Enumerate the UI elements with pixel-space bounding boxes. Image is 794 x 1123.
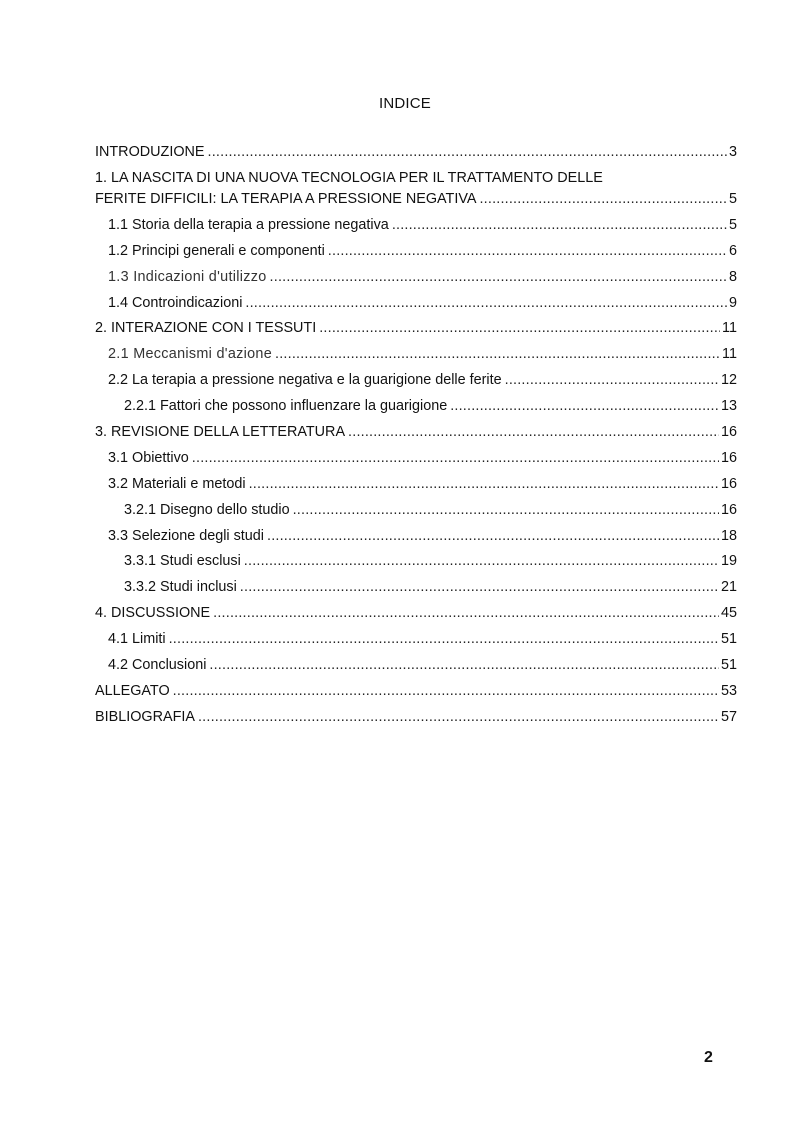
toc-entry-chapter-1[interactable] [95,169,737,210]
toc-entry-text: INTRODUZIONE [95,144,205,160]
toc-entry-text: 2.2 La terapia a pressione negativa e la guarigione delle ferite [108,372,502,389]
toc-entry-text: 3.3.1 Studi esclusi [124,553,241,570]
toc-entry-text: 3.3.2 Studi inclusi [124,579,237,596]
toc-entry-3-1[interactable] [95,446,737,472]
toc-leader-dots [450,394,719,420]
toc-leader-dots [240,575,719,601]
toc-leader-dots [479,188,727,210]
toc-entry-page: 13 [720,398,737,415]
toc-entry-page: 16 [720,475,737,492]
toc-entry-text: 1.2 Principi generali e componenti [108,242,325,259]
toc-entry-page: 3 [728,144,737,160]
toc-leader-dots [275,342,720,368]
toc-entry-page: 11 [722,346,737,363]
toc-entry-4-1[interactable] [95,627,737,653]
toc-leader-dots [270,265,727,291]
toc-entry-page: 21 [720,579,737,596]
toc-entry-page: 5 [728,190,737,207]
page-number: 2 [704,1049,713,1066]
toc-leader-dots [319,316,720,342]
toc-entry-text-line2: FERITE DIFFICILI: LA TERAPIA A PRESSIONE NEGATIVA [95,190,477,207]
toc-entry-text: 4.2 Conclusioni [108,657,207,674]
toc-entry-text: 1.1 Storia della terapia a pressione negativa [108,216,389,233]
toc-entry-text: ALLEGATO [95,682,170,699]
toc-entry-1-2[interactable] [95,239,737,265]
toc-entry-3-2[interactable] [95,472,737,498]
toc-entry-2-2[interactable] [95,368,737,394]
toc-entry-2-2-1[interactable] [95,394,737,420]
toc-entry-text: 3.2.1 Disegno dello studio [124,501,290,518]
toc-entry-page: 51 [720,657,737,674]
toc-entry-page: 18 [720,527,737,544]
toc-entry-text: 1.4 Controindicazioni [108,294,243,311]
toc-leader-dots [348,420,719,446]
toc-entry-2-1[interactable] [95,342,737,368]
toc-entry-text: 4. DISCUSSIONE [95,605,211,622]
toc-entry-page: 19 [720,553,737,570]
toc-entry-page: 5 [728,216,737,233]
toc-leader-dots [209,653,719,679]
toc-leader-dots [245,291,727,317]
toc-entry-1-3[interactable] [95,265,737,291]
toc-entry-page: 53 [720,682,737,699]
toc-entry-chapter-4[interactable] [95,601,737,627]
toc-entry-introduzione[interactable] [95,140,737,166]
toc-leader-dots [192,446,719,472]
toc-entry-page: 45 [720,605,737,622]
toc-entry-page: 12 [720,372,737,389]
toc-entry-1-4[interactable] [95,291,737,317]
toc-leader-dots [267,524,719,550]
toc-entry-allegato[interactable] [95,679,737,705]
toc-entry-3-2-1[interactable] [95,498,737,524]
toc-entry-text-line1: 1. LA NASCITA DI UNA NUOVA TECNOLOGIA PER IL TRATTAMENTO DELLE [95,169,603,186]
toc-leader-dots [328,239,727,265]
toc-entry-3-3[interactable] [95,524,737,550]
toc-leader-dots [249,472,719,498]
toc-entry-page: 57 [720,708,737,725]
toc-entry-1-1[interactable] [95,213,737,239]
toc-entry-page: 11 [722,320,737,337]
toc-leader-dots [198,705,719,731]
toc-entry-text: 2.1 Meccanismi d'azione [108,346,273,363]
toc-leader-dots [173,679,719,705]
toc-leader-dots [169,627,719,653]
toc-leader-dots [213,601,719,627]
toc-entry-page: 6 [728,242,737,259]
toc-entry-text: 4.1 Limiti [108,631,166,648]
toc-entry-text: 3.2 Materiali e metodi [108,475,246,492]
toc-entry-text: BIBLIOGRAFIA [95,708,195,725]
toc-entry-text: 3.1 Obiettivo [108,449,189,466]
toc-entry-chapter-2[interactable] [95,316,737,342]
toc-entry-page: 8 [728,268,737,285]
toc-entry-page: 16 [720,501,737,518]
toc-entry-bibliografia[interactable] [95,705,737,731]
toc-entry-text: 3. REVISIONE DELLA LETTERATURA [95,424,346,441]
toc-leader-dots [293,498,719,524]
toc-leader-dots [244,549,719,575]
toc-entry-3-3-2[interactable] [95,575,737,601]
table-of-contents [95,140,737,731]
toc-entry-text: 3.3 Selezione degli studi [108,527,265,544]
toc-entry-page: 16 [720,449,737,466]
toc-entry-page: 51 [720,631,737,648]
toc-entry-text: 2.2.1 Fattori che possono influenzare la guarigione [124,398,448,415]
toc-entry-text: 1.3 Indicazioni d'utilizzo [108,268,267,285]
toc-leader-dots [505,368,719,394]
toc-entry-3-3-1[interactable] [95,549,737,575]
toc-entry-chapter-3[interactable] [95,420,737,446]
toc-leader-dots [392,213,727,239]
page-title: INDICE [378,95,432,112]
toc-entry-text: 2. INTERAZIONE CON I TESSUTI [95,320,317,337]
toc-entry-page: 9 [728,294,737,311]
toc-leader-dots [208,140,727,166]
toc-entry-4-2[interactable] [95,653,737,679]
toc-entry-page: 16 [720,424,737,441]
